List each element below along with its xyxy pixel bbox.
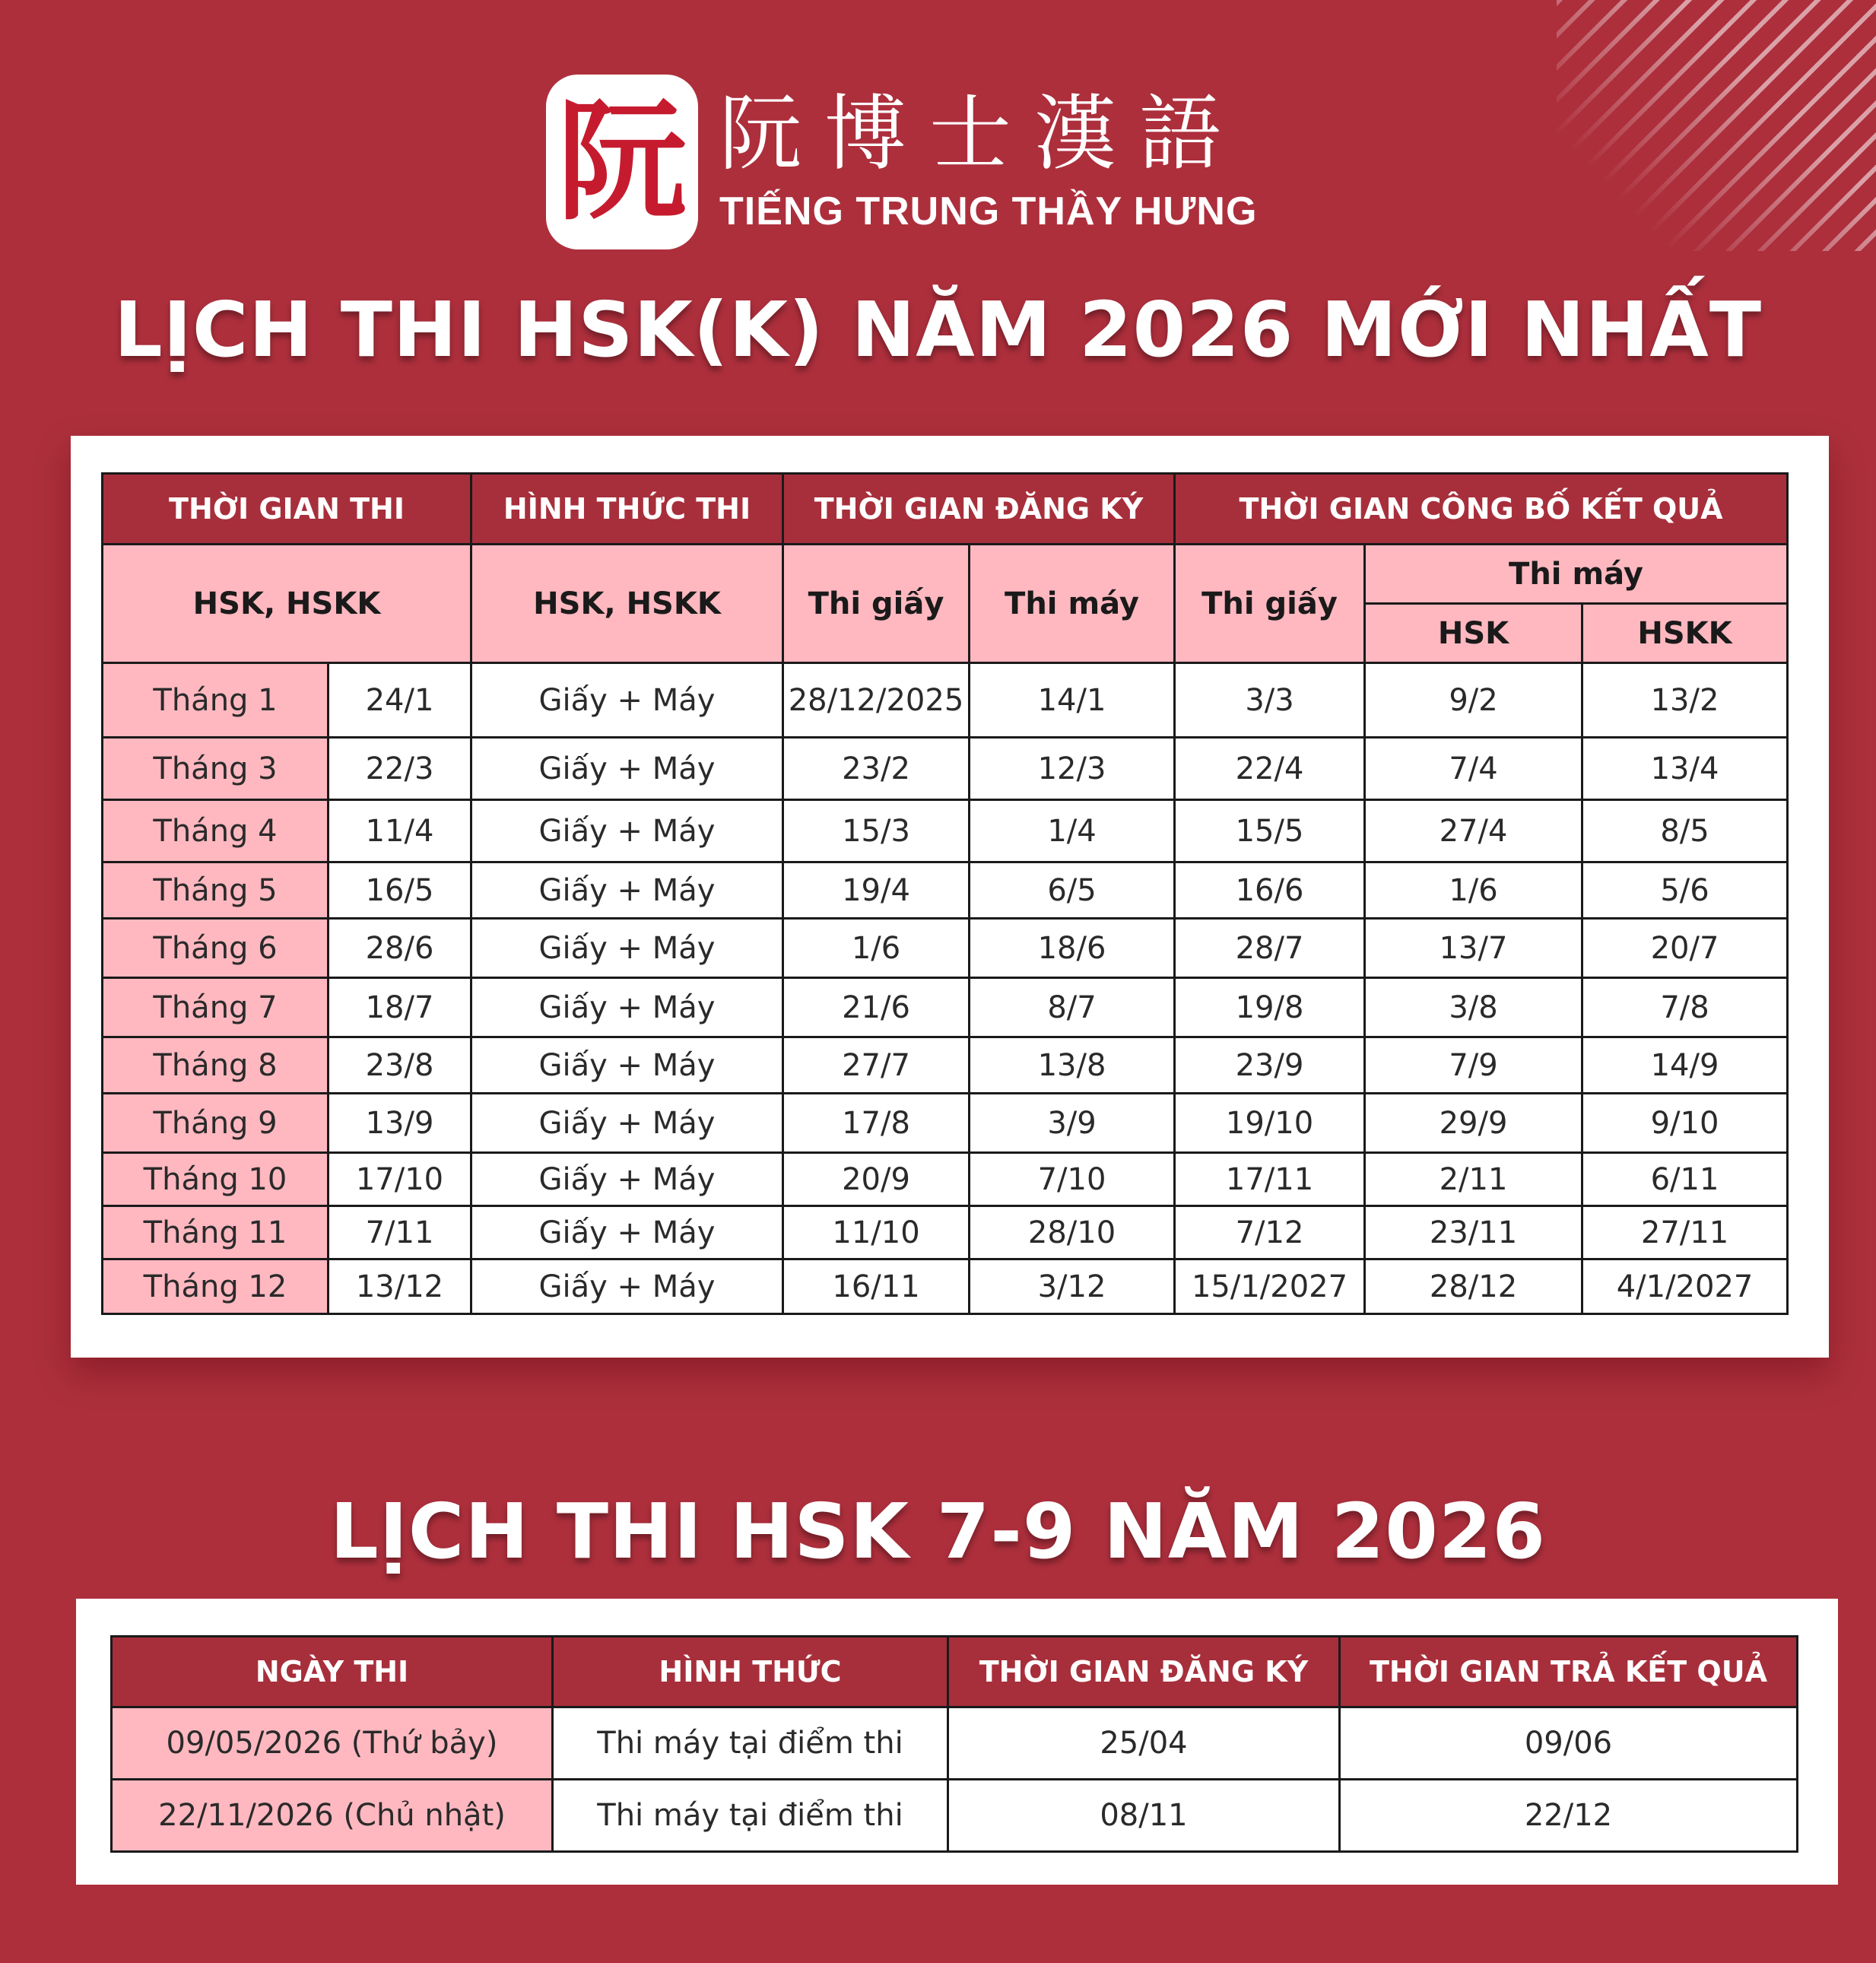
table-row bbox=[103, 738, 1788, 800]
cell-month: Tháng 3 bbox=[103, 738, 329, 800]
table-row bbox=[103, 800, 1788, 862]
cell-reg-computer: 8/7 bbox=[970, 978, 1175, 1037]
cell-res-hskk: 8/5 bbox=[1582, 800, 1788, 862]
cell-res-hskk: 7/8 bbox=[1582, 978, 1788, 1037]
brand-chinese-name: 阮博士漢語 bbox=[719, 86, 1245, 182]
cell-res-paper: 7/12 bbox=[1175, 1206, 1365, 1259]
cell-res-paper: 23/9 bbox=[1175, 1037, 1365, 1094]
cell-reg-computer: 28/10 bbox=[970, 1206, 1175, 1259]
cell-month: Tháng 12 bbox=[103, 1259, 329, 1314]
cell-date: 17/10 bbox=[329, 1153, 471, 1206]
cell-reg-paper: 28/12/2025 bbox=[783, 663, 970, 738]
cell-date: 16/5 bbox=[329, 862, 471, 919]
hsk-schedule-card bbox=[71, 436, 1829, 1358]
cell-res-paper: 3/3 bbox=[1175, 663, 1365, 738]
cell-res-paper: 15/1/2027 bbox=[1175, 1259, 1365, 1314]
sub-res-paper: Thi giấy bbox=[1175, 545, 1365, 663]
cell-form: Giấy + Máy bbox=[471, 1037, 783, 1094]
cell-month: Tháng 9 bbox=[103, 1094, 329, 1153]
cell-form: Giấy + Máy bbox=[471, 978, 783, 1037]
cell-form: Giấy + Máy bbox=[471, 1206, 783, 1259]
header-exam-time: THỜI GIAN THI bbox=[103, 474, 471, 545]
cell-reg: 25/04 bbox=[948, 1707, 1340, 1780]
header-exam-form: HÌNH THỨC THI bbox=[471, 474, 783, 545]
cell-reg-computer: 1/4 bbox=[970, 800, 1175, 862]
cell-res-hsk: 27/4 bbox=[1365, 800, 1582, 862]
cell-res-hskk: 13/4 bbox=[1582, 738, 1788, 800]
cell-reg-computer: 14/1 bbox=[970, 663, 1175, 738]
brand-subtitle: TIẾNG TRUNG THẦY HƯNG bbox=[719, 189, 1258, 233]
cell-month: Tháng 7 bbox=[103, 978, 329, 1037]
header-exam-date: NGÀY THI bbox=[112, 1637, 553, 1707]
cell-date: 13/12 bbox=[329, 1259, 471, 1314]
cell-reg-computer: 12/3 bbox=[970, 738, 1175, 800]
cell-res-hskk: 6/11 bbox=[1582, 1153, 1788, 1206]
brand-logo bbox=[546, 72, 1257, 251]
cell-res-hsk: 9/2 bbox=[1365, 663, 1582, 738]
cell-res-hsk: 7/4 bbox=[1365, 738, 1582, 800]
cell-date: 7/11 bbox=[329, 1206, 471, 1259]
cell-reg-paper: 15/3 bbox=[783, 800, 970, 862]
table-row bbox=[103, 1094, 1788, 1153]
cell-date: 11/4 bbox=[329, 800, 471, 862]
hsk-schedule-table bbox=[101, 472, 1789, 1315]
cell-date: 18/7 bbox=[329, 978, 471, 1037]
cell-reg-computer: 7/10 bbox=[970, 1153, 1175, 1206]
cell-form: Giấy + Máy bbox=[471, 800, 783, 862]
cell-reg-computer: 6/5 bbox=[970, 862, 1175, 919]
cell-form: Thi máy tại điểm thi bbox=[553, 1780, 948, 1852]
cell-date: 23/8 bbox=[329, 1037, 471, 1094]
cell-res-hskk: 14/9 bbox=[1582, 1037, 1788, 1094]
brand-text bbox=[719, 86, 1258, 234]
cell-res-paper: 15/5 bbox=[1175, 800, 1365, 862]
cell-res-hsk: 1/6 bbox=[1365, 862, 1582, 919]
cell-res-paper: 17/11 bbox=[1175, 1153, 1365, 1206]
cell-date: 13/9 bbox=[329, 1094, 471, 1153]
cell-res-hsk: 7/9 bbox=[1365, 1037, 1582, 1094]
section1-title: LỊCH THI HSK(K) NĂM 2026 MỚI NHẤT bbox=[113, 285, 1763, 374]
section2-title: LỊCH THI HSK 7-9 NĂM 2026 bbox=[330, 1487, 1546, 1576]
table-row bbox=[103, 1153, 1788, 1206]
table-row bbox=[103, 919, 1788, 978]
cell-res-hsk: 13/7 bbox=[1365, 919, 1582, 978]
cell-res-hskk: 27/11 bbox=[1582, 1206, 1788, 1259]
cell-date: 28/6 bbox=[329, 919, 471, 978]
table-row bbox=[103, 1037, 1788, 1094]
cell-month: Tháng 11 bbox=[103, 1206, 329, 1259]
cell-res-hsk: 3/8 bbox=[1365, 978, 1582, 1037]
cell-reg-paper: 19/4 bbox=[783, 862, 970, 919]
cell-res-hsk: 2/11 bbox=[1365, 1153, 1582, 1206]
sub-reg-paper: Thi giấy bbox=[783, 545, 970, 663]
cell-month: Tháng 10 bbox=[103, 1153, 329, 1206]
cell-date: 22/3 bbox=[329, 738, 471, 800]
table-row bbox=[103, 1259, 1788, 1314]
table-row bbox=[103, 978, 1788, 1037]
cell-res-hskk: 9/10 bbox=[1582, 1094, 1788, 1153]
cell-form: Thi máy tại điểm thi bbox=[553, 1707, 948, 1780]
header-result-time: THỜI GIAN TRẢ KẾT QUẢ bbox=[1340, 1637, 1798, 1707]
sub-res-hsk: HSK bbox=[1365, 604, 1582, 663]
cell-res-hskk: 5/6 bbox=[1582, 862, 1788, 919]
sub-res-computer: Thi máy bbox=[1365, 545, 1788, 604]
table-row bbox=[103, 663, 1788, 738]
cell-reg-paper: 20/9 bbox=[783, 1153, 970, 1206]
cell-date: 22/11/2026 (Chủ nhật) bbox=[112, 1780, 553, 1852]
cell-res-paper: 16/6 bbox=[1175, 862, 1365, 919]
cell-reg-paper: 21/6 bbox=[783, 978, 970, 1037]
table-row bbox=[112, 1707, 1798, 1780]
cell-res-paper: 28/7 bbox=[1175, 919, 1365, 978]
cell-month: Tháng 1 bbox=[103, 663, 329, 738]
table-row bbox=[103, 1206, 1788, 1259]
cell-reg-paper: 27/7 bbox=[783, 1037, 970, 1094]
cell-form: Giấy + Máy bbox=[471, 1153, 783, 1206]
cell-month: Tháng 4 bbox=[103, 800, 329, 862]
table-header-row bbox=[103, 474, 1788, 545]
header-registration: THỜI GIAN ĐĂNG KÝ bbox=[948, 1637, 1340, 1707]
cell-reg-paper: 23/2 bbox=[783, 738, 970, 800]
seal-char: 阮 bbox=[557, 85, 687, 238]
cell-res-hskk: 4/1/2027 bbox=[1582, 1259, 1788, 1314]
cell-date: 24/1 bbox=[329, 663, 471, 738]
cell-reg-computer: 13/8 bbox=[970, 1037, 1175, 1094]
cell-month: Tháng 6 bbox=[103, 919, 329, 978]
cell-res-paper: 22/4 bbox=[1175, 738, 1365, 800]
cell-month: Tháng 5 bbox=[103, 862, 329, 919]
cell-res-hsk: 28/12 bbox=[1365, 1259, 1582, 1314]
cell-res-paper: 19/10 bbox=[1175, 1094, 1365, 1153]
cell-month: Tháng 8 bbox=[103, 1037, 329, 1094]
hsk79-schedule-table bbox=[110, 1635, 1798, 1853]
cell-form: Giấy + Máy bbox=[471, 1094, 783, 1153]
cell-form: Giấy + Máy bbox=[471, 919, 783, 978]
cell-reg-paper: 17/8 bbox=[783, 1094, 970, 1153]
cell-res-hsk: 29/9 bbox=[1365, 1094, 1582, 1153]
cell-res-hsk: 23/11 bbox=[1365, 1206, 1582, 1259]
table-header-row bbox=[112, 1637, 1798, 1707]
header-exam-form: HÌNH THỨC bbox=[553, 1637, 948, 1707]
table-subheader-row bbox=[103, 545, 1788, 604]
hsk79-schedule-card bbox=[76, 1599, 1838, 1885]
seal-icon bbox=[546, 75, 698, 249]
cell-reg-paper: 16/11 bbox=[783, 1259, 970, 1314]
cell-res-hskk: 20/7 bbox=[1582, 919, 1788, 978]
cell-reg: 08/11 bbox=[948, 1780, 1340, 1852]
cell-result: 09/06 bbox=[1340, 1707, 1798, 1780]
cell-reg-computer: 3/9 bbox=[970, 1094, 1175, 1153]
cell-form: Giấy + Máy bbox=[471, 663, 783, 738]
cell-reg-paper: 1/6 bbox=[783, 919, 970, 978]
cell-form: Giấy + Máy bbox=[471, 862, 783, 919]
table-row bbox=[112, 1780, 1798, 1852]
header-registration: THỜI GIAN ĐĂNG KÝ bbox=[783, 474, 1175, 545]
cell-res-paper: 19/8 bbox=[1175, 978, 1365, 1037]
sub-form-type: HSK, HSKK bbox=[471, 545, 783, 663]
decorative-stripes bbox=[1557, 0, 1876, 251]
sub-exam-type: HSK, HSKK bbox=[103, 545, 471, 663]
sub-reg-computer: Thi máy bbox=[970, 545, 1175, 663]
sub-res-hskk: HSKK bbox=[1582, 604, 1788, 663]
header-results: THỜI GIAN CÔNG BỐ KẾT QUẢ bbox=[1175, 474, 1788, 545]
cell-res-hskk: 13/2 bbox=[1582, 663, 1788, 738]
cell-form: Giấy + Máy bbox=[471, 738, 783, 800]
table-row bbox=[103, 862, 1788, 919]
cell-reg-computer: 3/12 bbox=[970, 1259, 1175, 1314]
cell-result: 22/12 bbox=[1340, 1780, 1798, 1852]
cell-date: 09/05/2026 (Thứ bảy) bbox=[112, 1707, 553, 1780]
cell-reg-paper: 11/10 bbox=[783, 1206, 970, 1259]
cell-form: Giấy + Máy bbox=[471, 1259, 783, 1314]
cell-reg-computer: 18/6 bbox=[970, 919, 1175, 978]
